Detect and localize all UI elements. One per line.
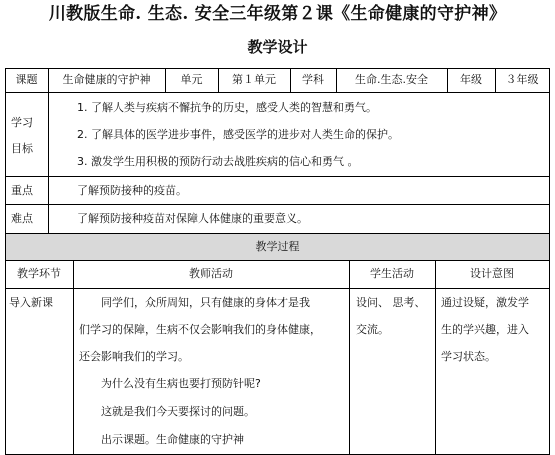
student-activity-line: 交流。 (356, 323, 389, 336)
table-border-left (5, 68, 6, 455)
objective-item: 2. 了解具体的医学进步事件，感受医学的进步对人类生命的保护。 (77, 128, 399, 141)
table-border-top (5, 68, 550, 69)
topic-value: 生命健康的守护神 (62, 73, 151, 86)
row-divider (5, 260, 550, 261)
column-header-design: 设计意图 (470, 267, 514, 280)
column-header-teacher: 教师活动 (189, 267, 233, 280)
student-activity-line: 设问、 思考、 (356, 296, 426, 309)
teacher-activity-line: 们学习的保障，生病不仅会影响我们的身体健康， (79, 323, 321, 336)
teacher-activity-line: 为什么没有生病也要打预防针呢? (101, 377, 261, 390)
difficulty-text: 了解预防接种疫苗对保障人体健康的重要意义。 (77, 212, 308, 225)
objectives-label-line1: 学习 (11, 116, 33, 129)
document-subtitle: 教学设计 (247, 38, 308, 56)
unit-label: 单元 (180, 73, 203, 86)
design-intent-line: 生的学兴趣，进入 (441, 323, 529, 336)
grade-value: ３年级 (505, 73, 539, 86)
column-header-stage: 教学环节 (17, 267, 61, 280)
grade-label: 年级 (460, 73, 482, 86)
teacher-activity-line: 还会影响我们的学习。 (79, 350, 189, 363)
objectives-label-line2: 目标 (11, 142, 33, 155)
row-divider (5, 176, 550, 177)
row-divider (5, 233, 550, 234)
unit-value: 第１单元 (232, 73, 276, 86)
col-divider (349, 260, 350, 455)
objective-item: 1. 了解人类与疾病不懈抗争的历史，感受人类的智慧和勇气。 (77, 101, 377, 114)
teacher-activity-line: 同学们，众所周知，只有健康的身体才是我 (101, 296, 310, 309)
subject-value: 生命.生态.安全 (355, 73, 428, 86)
teacher-activity-line: 出示课题。生命健康的守护神 (101, 433, 244, 446)
table-border-right (549, 68, 550, 455)
subject-label: 学科 (302, 73, 324, 86)
row-divider (5, 92, 550, 93)
objective-item: 3. 激发学生用积极的预防行动去战胜疾病的信心和勇气 。 (77, 155, 359, 168)
key-point-text: 了解预防接种的疫苗。 (77, 184, 187, 197)
topic-label: 课题 (15, 73, 38, 86)
col-divider (73, 260, 74, 455)
difficulty-label: 难点 (11, 212, 33, 225)
column-header-student: 学生活动 (370, 267, 414, 280)
stage-name: 导入新课 (9, 296, 53, 309)
col-divider (48, 68, 49, 233)
key-point-label: 重点 (11, 184, 33, 197)
row-divider (5, 204, 550, 205)
process-header: 教学过程 (255, 240, 300, 253)
col-divider (435, 260, 436, 455)
document-title: 川教版生命. 生态. 安全三年级第２课《生命健康的守护神》 (48, 4, 507, 24)
row-divider (5, 288, 550, 289)
design-intent-line: 通过设疑，激发学 (441, 296, 529, 309)
design-intent-line: 学习状态。 (441, 350, 496, 363)
teacher-activity-line: 这就是我们今天要探讨的问题。 (101, 405, 255, 418)
